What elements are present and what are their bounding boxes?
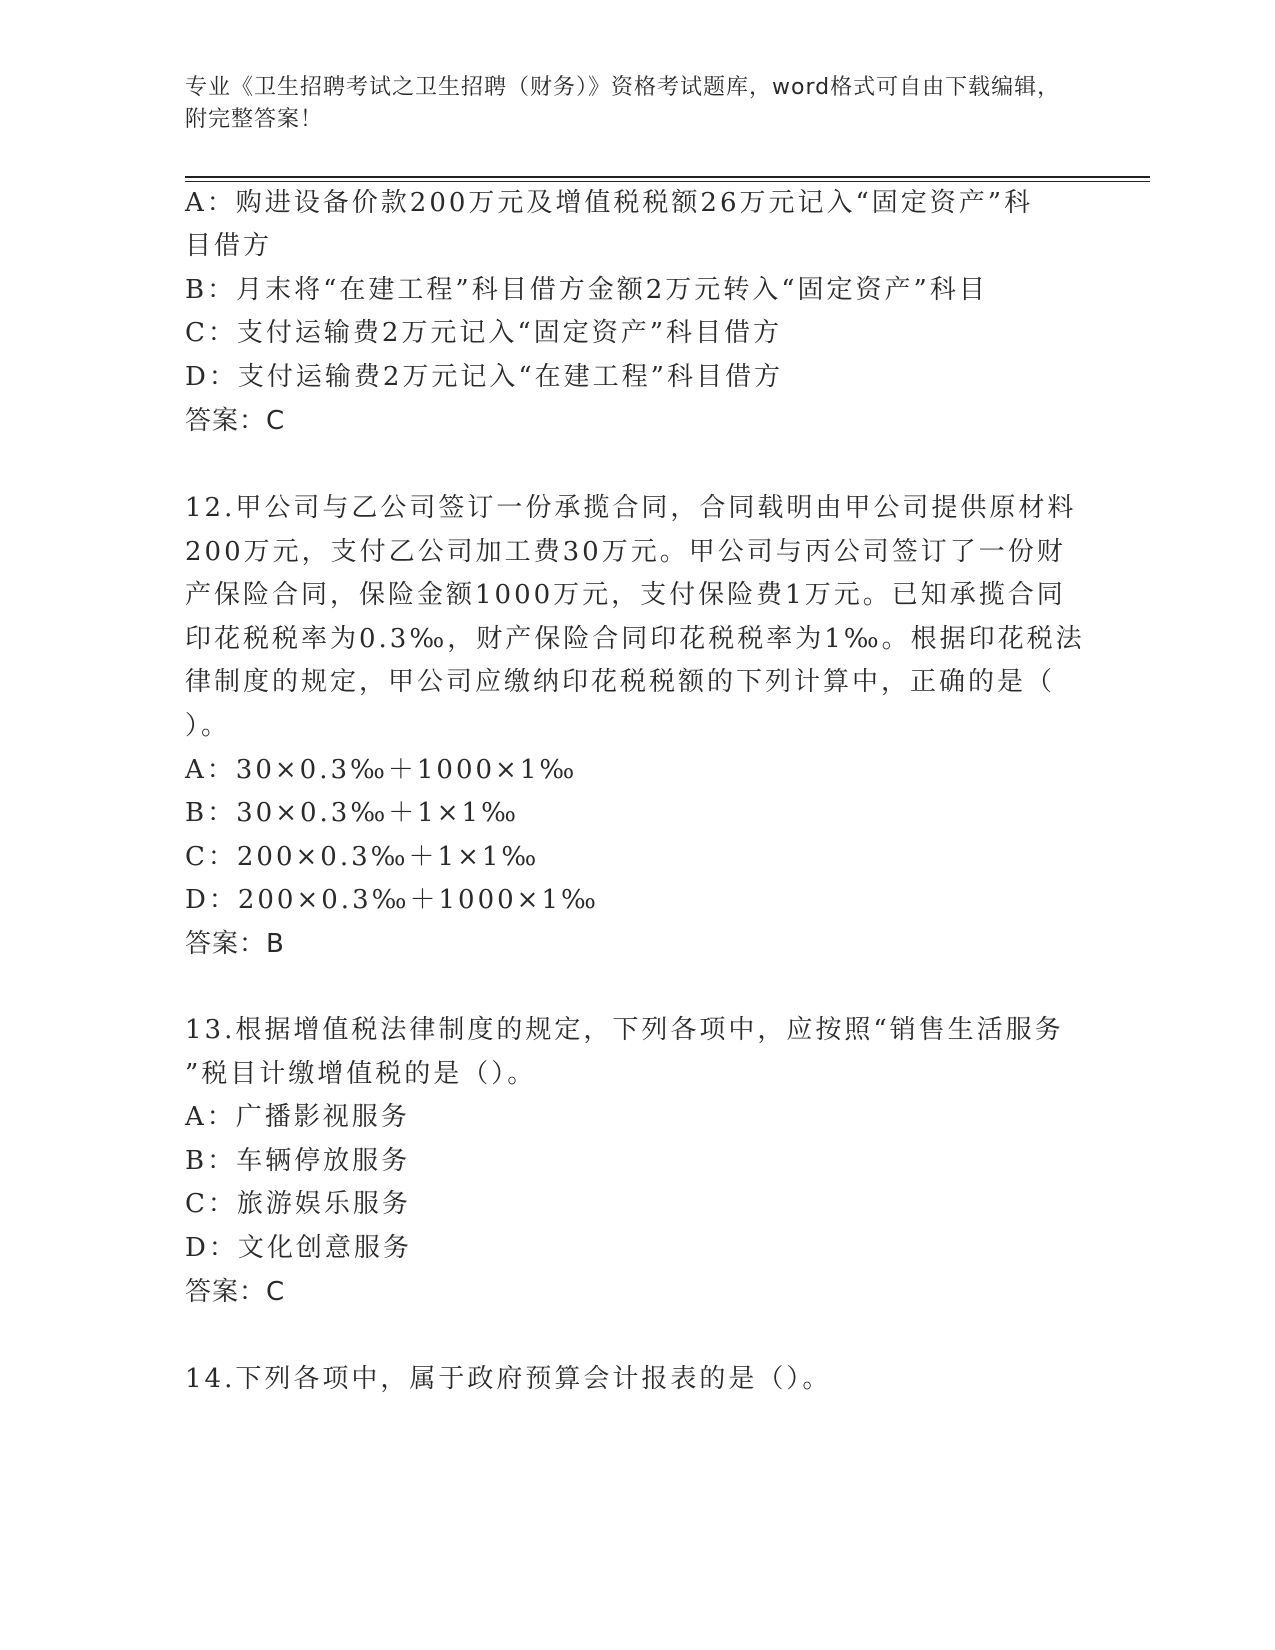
document-header: 专业《卫生招聘考试之卫生招聘（财务）》资格考试题库，word格式可自由下载编辑，附完整答案！ (185, 75, 1061, 132)
q13-option-d: D：文化创意服务 (185, 1233, 412, 1263)
q13-answer: 答案：C (185, 1277, 286, 1307)
q14-stem-line-1: 14.下列各项中，属于政府预算会计报表的是（）。 (185, 1364, 832, 1394)
q13-option-c: C：旅游娱乐服务 (185, 1189, 411, 1219)
q13-option-a: A：广播影视服务 (185, 1102, 410, 1132)
q12-answer: 答案：B (185, 929, 285, 959)
q12-option-a: A：30×0.3‰＋1000×1‰ (185, 755, 578, 785)
q12-stem-line-5: 律制度的规定，甲公司应缴纳印花税税额的下列计算中，正确的是（ (185, 667, 1056, 697)
q11-answer: 答案：C (185, 406, 286, 436)
q12-option-d: D：200×0.3‰＋1000×1‰ (185, 885, 599, 915)
q12-option-c: C：200×0.3‰＋1×1‰ (185, 842, 540, 872)
q11-option-a-cont: 目借方 (185, 231, 273, 261)
q12-stem-line-1: 12.甲公司与乙公司签订一份承揽合同，合同载明由甲公司提供原材料 (185, 493, 1077, 523)
q13-stem-line-2: ”税目计缴增值税的是（）。 (185, 1059, 537, 1089)
q11-option-c: C：支付运输费2万元记入“固定资产”科目借方 (185, 318, 783, 348)
q12-stem-line-6: ）。 (185, 711, 231, 741)
header-divider-thick (185, 176, 1150, 178)
q13-stem-line-1: 13.根据增值税法律制度的规定，下列各项中，应按照“销售生活服务 (185, 1015, 1064, 1045)
q12-stem-line-2: 200万元，支付乙公司加工费30万元。甲公司与丙公司签订了一份财 (185, 537, 1066, 567)
q13-option-b: B：车辆停放服务 (185, 1146, 411, 1176)
q12-stem-line-3: 产保险合同，保险金额1000万元，支付保险费1万元。已知承揽合同 (185, 580, 1066, 610)
q11-option-d: D：支付运输费2万元记入“在建工程”科目借方 (185, 362, 783, 392)
q11-option-b: B：月末将“在建工程”科目借方金额2万元转入“固定资产”科目 (185, 275, 988, 305)
q11-option-a: A：购进设备价款200万元及增值税税额26万元记入“固定资产”科 (185, 188, 1034, 218)
q12-stem-line-4: 印花税税率为0.3‰，财产保险合同印花税税率为1‰。根据印花税法 (185, 624, 1085, 654)
q12-option-b: B：30×0.3‰＋1×1‰ (185, 798, 519, 828)
header-divider-thin (185, 181, 1150, 182)
